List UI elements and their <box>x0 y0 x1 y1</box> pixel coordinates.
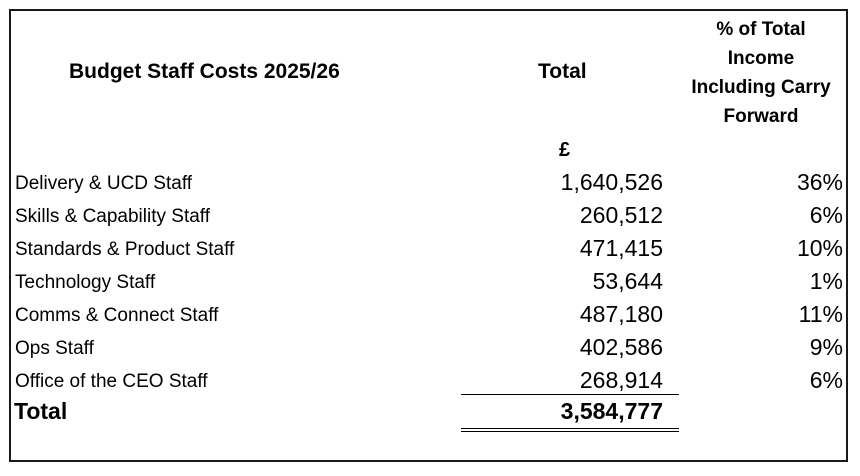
percent-header-line: % of Total <box>716 19 806 40</box>
row-percent: 6% <box>809 202 843 228</box>
row-percent: 36% <box>796 169 843 195</box>
table-row <box>0 267 860 300</box>
table-row <box>0 234 860 267</box>
currency-symbol: £ <box>559 139 571 161</box>
total-value: 3,584,777 <box>560 398 663 424</box>
total-column-header: Total <box>538 60 587 83</box>
row-label: Ops Staff <box>15 338 94 359</box>
subtotal-rule <box>461 394 679 395</box>
total-label: Total <box>14 398 68 424</box>
table-row <box>0 300 860 333</box>
row-value: 1,640,526 <box>560 169 663 195</box>
row-label: Comms & Connect Staff <box>15 305 219 326</box>
row-label: Technology Staff <box>15 272 156 293</box>
row-label: Office of the CEO Staff <box>15 371 208 392</box>
row-value: 268,914 <box>579 367 663 393</box>
double-underline-top <box>461 428 679 429</box>
row-percent: 6% <box>809 367 843 393</box>
percent-header-line: Including Carry <box>691 77 831 98</box>
table-row <box>0 168 860 201</box>
row-percent: 1% <box>809 268 843 294</box>
row-value: 53,644 <box>592 268 663 294</box>
percent-header-line: Forward <box>723 106 799 127</box>
row-value: 471,415 <box>579 235 663 261</box>
row-value: 402,586 <box>579 334 663 360</box>
table-row <box>0 366 860 399</box>
row-value: 487,180 <box>579 301 663 327</box>
row-percent: 11% <box>798 301 843 327</box>
row-percent: 10% <box>796 235 843 261</box>
total-row <box>0 398 860 431</box>
percent-column-header <box>676 15 846 131</box>
percent-header-line: Income <box>727 48 795 69</box>
row-label: Standards & Product Staff <box>15 239 235 260</box>
table-title: Budget Staff Costs 2025/26 <box>69 60 340 83</box>
row-percent: 9% <box>809 334 843 360</box>
table-row <box>0 201 860 234</box>
row-label: Skills & Capability Staff <box>15 206 211 227</box>
row-label: Delivery & UCD Staff <box>15 173 193 194</box>
double-underline-bottom <box>461 431 679 432</box>
row-value: 260,512 <box>579 202 663 228</box>
table-row <box>0 333 860 366</box>
